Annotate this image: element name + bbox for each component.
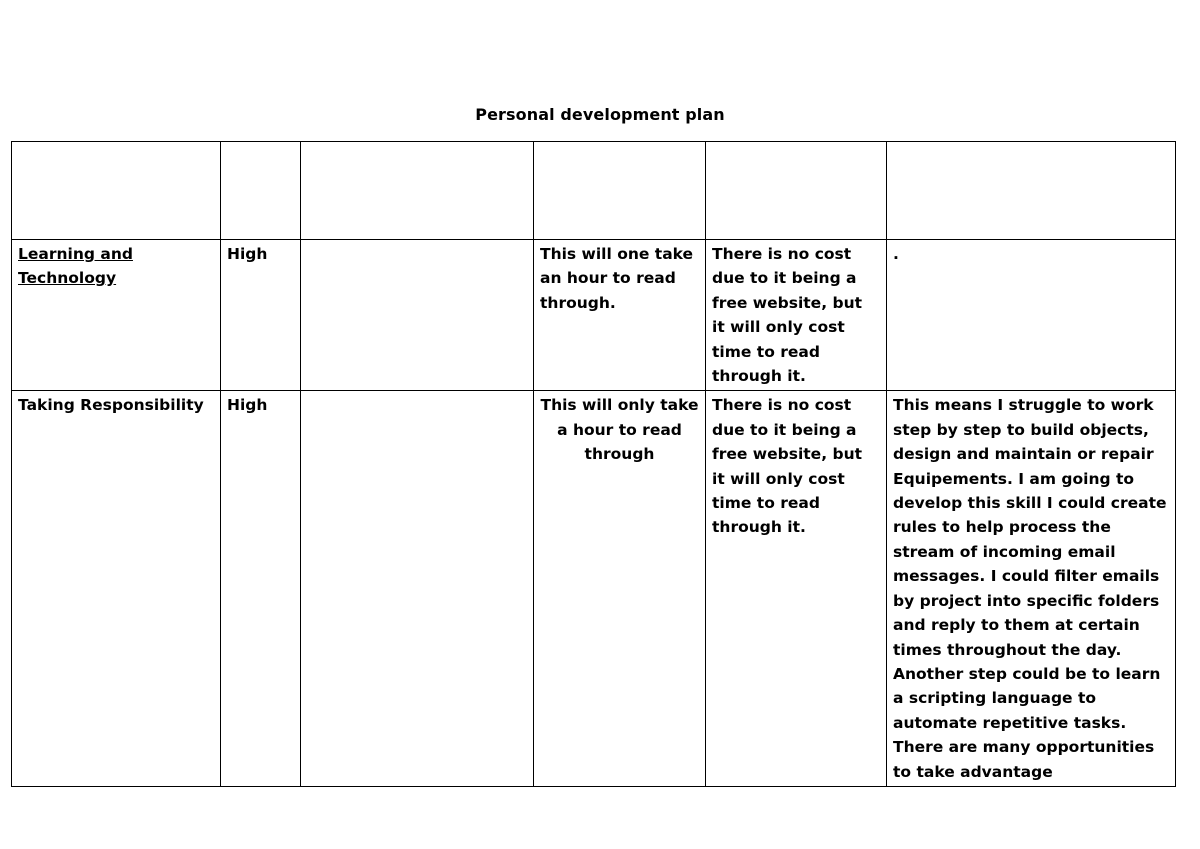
header-cell [534,142,706,240]
header-cell [12,142,221,240]
header-cell [301,142,534,240]
header-cell [221,142,301,240]
cost-cell: There is no cost due to it being a free website, but it will only cost time to read through it. [706,391,887,787]
time-cell: This will one take an hour to read through. [534,240,706,391]
skill-cell: Taking Responsibility [12,391,221,787]
header-cell [887,142,1176,240]
page-title: Personal development plan [475,105,725,124]
time-cell: This will only take a hour to read through [534,391,706,787]
development-plan-table [11,141,1176,787]
actions-cell [301,391,534,787]
cost-cell: There is no cost due to it being a free website, but it will only cost time to read through it. [706,240,887,391]
header-cell [706,142,887,240]
table-header-row [12,142,1176,240]
priority-cell: High [221,391,301,787]
table-row [12,240,1176,391]
priority-cell: High [221,240,301,391]
table-row [12,391,1176,787]
actions-cell [301,240,534,391]
notes-cell: This means I struggle to work step by step to build objects, design and maintain or repair Equipements. I am going to develop this skill I could create rules to help process the stream of incoming email messages. I could filter emails by project into specific folders and reply to them at certain times throughout the day. Another step could be to learn a scripting language to automate repetitive tasks. There are many opportunities to take advantage [887,391,1176,787]
skill-cell [12,240,221,391]
skill-label: Learning and Technology [18,245,133,288]
notes-cell: . [887,240,1176,391]
